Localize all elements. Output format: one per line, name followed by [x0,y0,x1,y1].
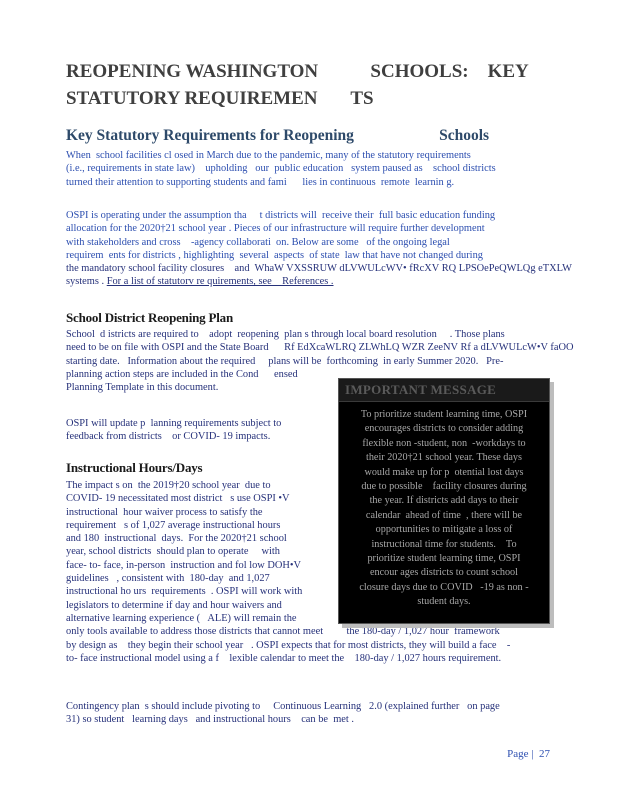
hours-line: requirement s of 1,027 average instructional hours [66,519,281,531]
callout-line: prioritize student learning time, OSPI [367,553,521,565]
plan-line: need to be on file with OSPI and the State Board Rf EdXcaWLRQ ZLWhLQ WZR ZeeNV Rf a dLVWULcW•V faOO [66,342,574,354]
intro-line: When school facilities cl osed in March due to the pandemic, many of the statutory requirements [66,150,471,161]
callout-line: encourages districts to consider adding [364,423,524,435]
contingency-line: Contingency plan s should include pivoting to Continuous Learning 2.0 (explained further on page [66,701,500,712]
hours-line: instructional hour waiver process to satisfy the [66,506,263,518]
callout-line: calendar ahead of time , there will be [365,509,523,521]
ospi-line: systems . [66,276,107,288]
update-line: OSPI will update p lanning requirements subject to [66,418,282,429]
callout-line: student days. [417,596,471,608]
plan-line: Planning Template in this document. [66,382,219,394]
ospi-line: the mandatory school facility closures and WhaW VXSSRUW dLVWULcWV• fRcXV RQ LPSOePeQWLQg eTXLW [66,263,572,275]
hours-line: and 180 instructional days. For the 2020†21 school [66,533,287,545]
title-line-1: REOPENING WASHINGTON SCHOOLS: KEY [66,61,529,82]
intro-line: turned their attention to supporting students and fami lies in continuous remote learnin g. [66,176,455,188]
callout-line: encour ages districts to count school [370,567,518,579]
callout-line: opportunities to mitigate a loss of [375,524,513,536]
hours-line: only tools available to address those districts that cannot meet the 180-day / 1,027 hour framework [66,626,500,638]
ospi-paragraph [66,209,572,289]
hours-line: guidelines , consistent with 180-day and 1,027 [66,573,270,585]
ospi-line: with stakeholders and cross -agency collaborati on. Below are some of the ongoing legal [66,236,450,248]
hours-line: to- face instructional model using a f lexible calendar to meet the 180-day / 1,027 hours requirement. [66,652,502,664]
hours-line: instructional ho urs requirements . OSPI will work with [66,586,303,598]
ospi-line: OSPI is operating under the assumption tha t districts will receive their full basic education funding [66,210,496,221]
callout-title: IMPORTANT MESSAGE [339,379,549,402]
callout-line: their 2020†21 school year. These days [366,452,522,464]
contingency-paragraph [66,700,500,727]
plan-update-paragraph [66,417,281,444]
callout-body [343,408,545,610]
hours-line: alternative learning experience ( ALE) will remain the [66,612,297,624]
ospi-line: allocation for the 2020†21 school year . Pieces of our infrastructure will require further development [66,223,485,235]
page-title [66,58,586,112]
section-heading: Key Statutory Requirements for Reopening Schools [66,127,490,144]
plan-line: starting date. Information about the required plans will be forthcoming in early Summer 2020. Pre- [66,355,504,367]
references-link[interactable]: For a list of statutorv re quirements, see References . [106,276,334,288]
callout-line: due to possible facility closures during [361,481,527,493]
plan-line: planning action steps are included in the Cond ensed [66,368,298,380]
update-line: feedback from districts or COVID- 19 impacts. [66,431,271,443]
plan-line: School d istricts are required to adopt reopening plan s through local board resolution . Those plans [66,329,505,340]
intro-line: (i.e., requirements in state law) upholding our public education system paused as school districts [66,163,496,175]
hours-line: COVID- 19 necessitated most district s use OSPI •V [66,493,290,505]
important-message-callout [338,378,550,624]
callout-line: To prioritize student learning time, OSPI [360,409,528,420]
hours-line: face- to- face, in-person instruction and fol low DOH•V [66,559,302,571]
contingency-line: 31) so student learning days and instructional hours can be met . [66,714,354,726]
hours-line: by design as they begin their school year . OSPI expects that for most districts, they will build a face - [66,639,511,651]
instructional-hours-heading: Instructional Hours/Days [66,460,203,475]
hours-line: The impact s on the 2019†20 school year due to [66,480,271,491]
callout-line: the year. If districts add days to their [369,495,519,507]
callout-line: instructional time for students. To [371,538,517,550]
callout-line: closure days due to COVID -19 as non - [359,581,529,593]
hours-line: legislators to determine if day and hour waivers and [66,599,282,611]
reopening-plan-heading: School District Reopening Plan [66,310,233,325]
title-line-2: STATUTORY REQUIREMEN TS [66,88,374,109]
hours-line: year, school districts should plan to operate with [66,546,280,558]
ospi-line: requirem ents for districts , highlighting several aspects of state law that have not changed during [66,249,483,261]
intro-paragraph [66,149,496,189]
callout-line: would make up for p otential lost days [364,466,524,478]
callout-line: flexible non -student, non -workdays to [362,437,526,449]
page-number: Page | 27 [507,748,550,760]
